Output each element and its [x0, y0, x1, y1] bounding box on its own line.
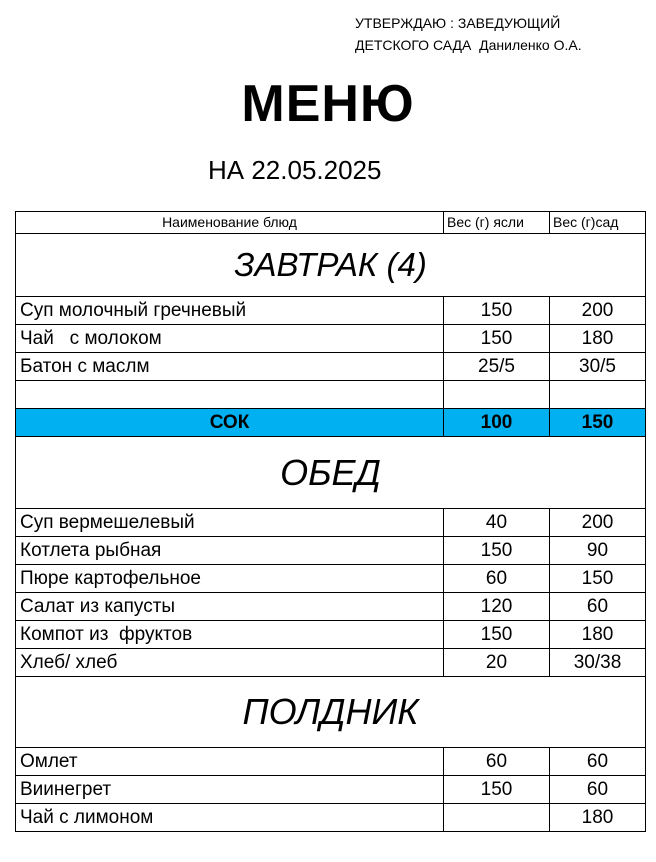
dish-name — [16, 381, 444, 409]
weight-kindergarten: 60 — [550, 776, 646, 804]
page-title: МЕНЮ — [241, 75, 415, 133]
table-row — [16, 325, 646, 353]
weight-nursery: 60 — [444, 748, 550, 776]
weight-nursery: 40 — [444, 509, 550, 537]
weight-nursery: 150 — [444, 297, 550, 325]
header-weight-kindergarten: Вес (г)сад — [550, 212, 646, 234]
section-title-breakfast: ЗАВТРАК (4) — [16, 234, 646, 297]
weight-kindergarten: 60 — [550, 748, 646, 776]
weight-kindergarten: 150 — [550, 565, 646, 593]
juice-name: СОК — [16, 409, 444, 437]
section-title-snack: ПОЛДНИК — [16, 677, 646, 748]
table-row-empty — [16, 381, 646, 409]
section-breakfast — [16, 234, 646, 297]
dish-name: Котлета рыбная — [16, 537, 444, 565]
table-row — [16, 621, 646, 649]
menu-table — [15, 211, 646, 832]
weight-nursery: 20 — [444, 649, 550, 677]
dish-name: Хлеб/ хлеб — [16, 649, 444, 677]
weight-kindergarten: 180 — [550, 621, 646, 649]
dish-name: Компот из фруктов — [16, 621, 444, 649]
weight-nursery: 150 — [444, 325, 550, 353]
juice-weight-nursery: 100 — [444, 409, 550, 437]
weight-nursery: 150 — [444, 537, 550, 565]
dish-name: Суп вермешелевый — [16, 509, 444, 537]
table-row — [16, 565, 646, 593]
table-row — [16, 649, 646, 677]
table-row — [16, 804, 646, 832]
dish-name: Батон с маслм — [16, 353, 444, 381]
weight-nursery: 120 — [444, 593, 550, 621]
weight-nursery — [444, 381, 550, 409]
dish-name: Пюре картофельное — [16, 565, 444, 593]
table-row — [16, 297, 646, 325]
table-row — [16, 776, 646, 804]
weight-kindergarten: 200 — [550, 297, 646, 325]
table-row — [16, 509, 646, 537]
weight-kindergarten: 180 — [550, 804, 646, 832]
weight-nursery — [444, 804, 550, 832]
weight-kindergarten — [550, 381, 646, 409]
weight-kindergarten: 60 — [550, 593, 646, 621]
weight-kindergarten: 90 — [550, 537, 646, 565]
approval-line-1: УТВЕРЖДАЮ : ЗАВЕДУЮЩИЙ — [355, 15, 561, 31]
dish-name: Суп молочный гречневый — [16, 297, 444, 325]
juice-weight-kindergarten: 150 — [550, 409, 646, 437]
weight-kindergarten: 30/38 — [550, 649, 646, 677]
dish-name: Салат из капусты — [16, 593, 444, 621]
header-dish-name: Наименование блюд — [16, 212, 444, 234]
table-row — [16, 537, 646, 565]
section-snack — [16, 677, 646, 748]
dish-name: Виинегрет — [16, 776, 444, 804]
weight-nursery: 150 — [444, 621, 550, 649]
dish-name: Чай с лимоном — [16, 804, 444, 832]
weight-nursery: 60 — [444, 565, 550, 593]
weight-nursery: 25/5 — [444, 353, 550, 381]
weight-kindergarten: 30/5 — [550, 353, 646, 381]
juice-row — [16, 409, 646, 437]
header-weight-nursery: Вес (г) ясли — [444, 212, 550, 234]
section-lunch — [16, 437, 646, 509]
dish-name: Омлет — [16, 748, 444, 776]
weight-nursery: 150 — [444, 776, 550, 804]
dish-name: Чай с молоком — [16, 325, 444, 353]
menu-date: НА 22.05.2025 — [208, 155, 382, 185]
table-row — [16, 593, 646, 621]
weight-kindergarten: 180 — [550, 325, 646, 353]
weight-kindergarten: 200 — [550, 509, 646, 537]
table-row — [16, 748, 646, 776]
section-title-lunch: ОБЕД — [16, 437, 646, 509]
table-row — [16, 353, 646, 381]
table-header-row — [16, 212, 646, 234]
approval-stamp — [355, 12, 582, 56]
approval-line-2: ДЕТСКОГО САДА Даниленко О.А. — [355, 37, 582, 53]
